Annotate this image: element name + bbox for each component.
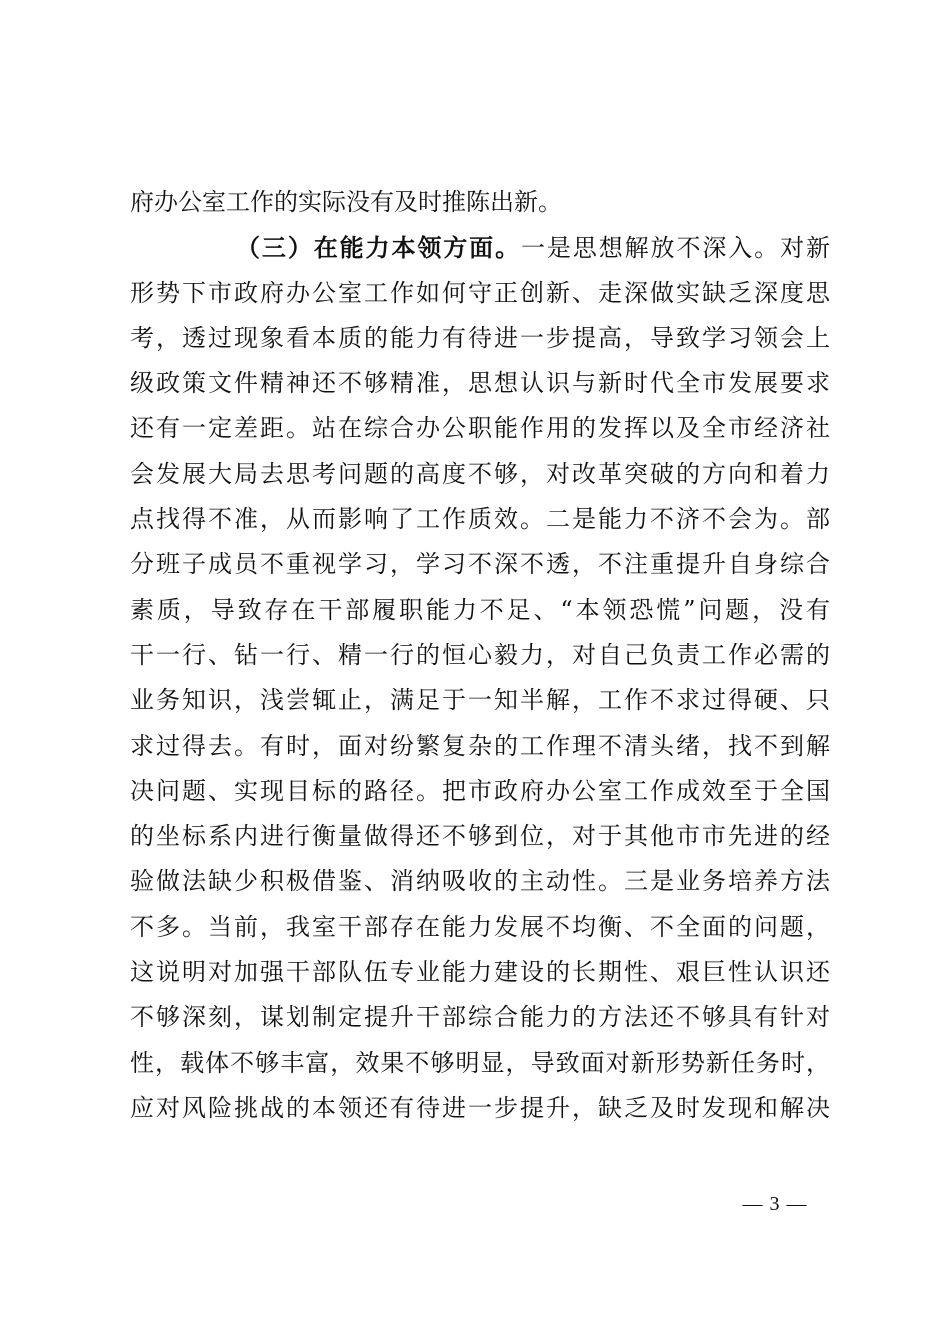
- text-line: 验做法缺少积极借鉴、消纳吸收的主动性。三是业务培养方法: [130, 867, 830, 896]
- text-line: 不多。当前，我室干部存在能力发展不均衡、不全面的问题，: [130, 912, 830, 941]
- text-line: 不够深刻，谋划制定提升干部综合能力的方法还不够具有针对: [130, 1003, 830, 1032]
- text-line: 分班子成员不重视学习，学习不深不透，不注重提升自身综合: [130, 550, 830, 579]
- section-heading: （三）在能力本领方面。: [236, 233, 521, 263]
- section-line: [130, 225, 830, 270]
- text-line: 决问题、实现目标的路径。把市政府办公室工作成效至于全国: [130, 776, 830, 805]
- text-line: 性，载体不够丰富，效果不够明显，导致面对新形势新任务时，: [130, 1048, 830, 1077]
- text-line: 求过得去。有时，面对纷繁复杂的工作理不清头绪，找不到解: [130, 731, 830, 760]
- text-line: 干一行、钻一行、精一行的恒心毅力，对自己负责工作必需的: [130, 640, 830, 669]
- text-line: 对新: [780, 234, 830, 263]
- page-number: — 3 —: [742, 1193, 808, 1215]
- text-line: 点找得不准，从而影响了工作质效。二是能力不济不会为。部: [130, 505, 830, 534]
- body-text: [130, 180, 830, 1131]
- section-lead: 一是思想解放不深入。: [521, 234, 781, 263]
- text-line: 还有一定差距。站在综合办公职能作用的发挥以及全市经济社: [130, 414, 830, 443]
- text-line: 素质，导致存在干部履职能力不足、“本领恐慌”问题，没有: [130, 595, 830, 624]
- text-line: 会发展大局去思考问题的高度不够，对改革突破的方向和着力: [130, 459, 830, 488]
- text-line: 这说明对加强干部队伍专业能力建设的长期性、艰巨性认识还: [130, 958, 830, 987]
- text-line: 的坐标系内进行衡量做得还不够到位，对于其他市市先进的经: [130, 822, 830, 851]
- text-line: 业务知识，浅尝辄止，满足于一知半解，工作不求过得硬、只: [130, 686, 830, 715]
- text-line: 考，透过现象看本质的能力有待进一步提高，导致学习领会上: [130, 323, 830, 352]
- text-line: 应对风险挑战的本领还有待进一步提升，缺乏及时发现和解决: [130, 1093, 830, 1122]
- text-line: 形势下市政府办公室工作如何守正创新、走深做实缺乏深度思: [130, 278, 830, 307]
- text-line: 级政策文件精神还不够精准，思想认识与新时代全市发展要求: [130, 369, 830, 398]
- text-line: 府办公室工作的实际没有及时推陈出新。: [130, 188, 562, 216]
